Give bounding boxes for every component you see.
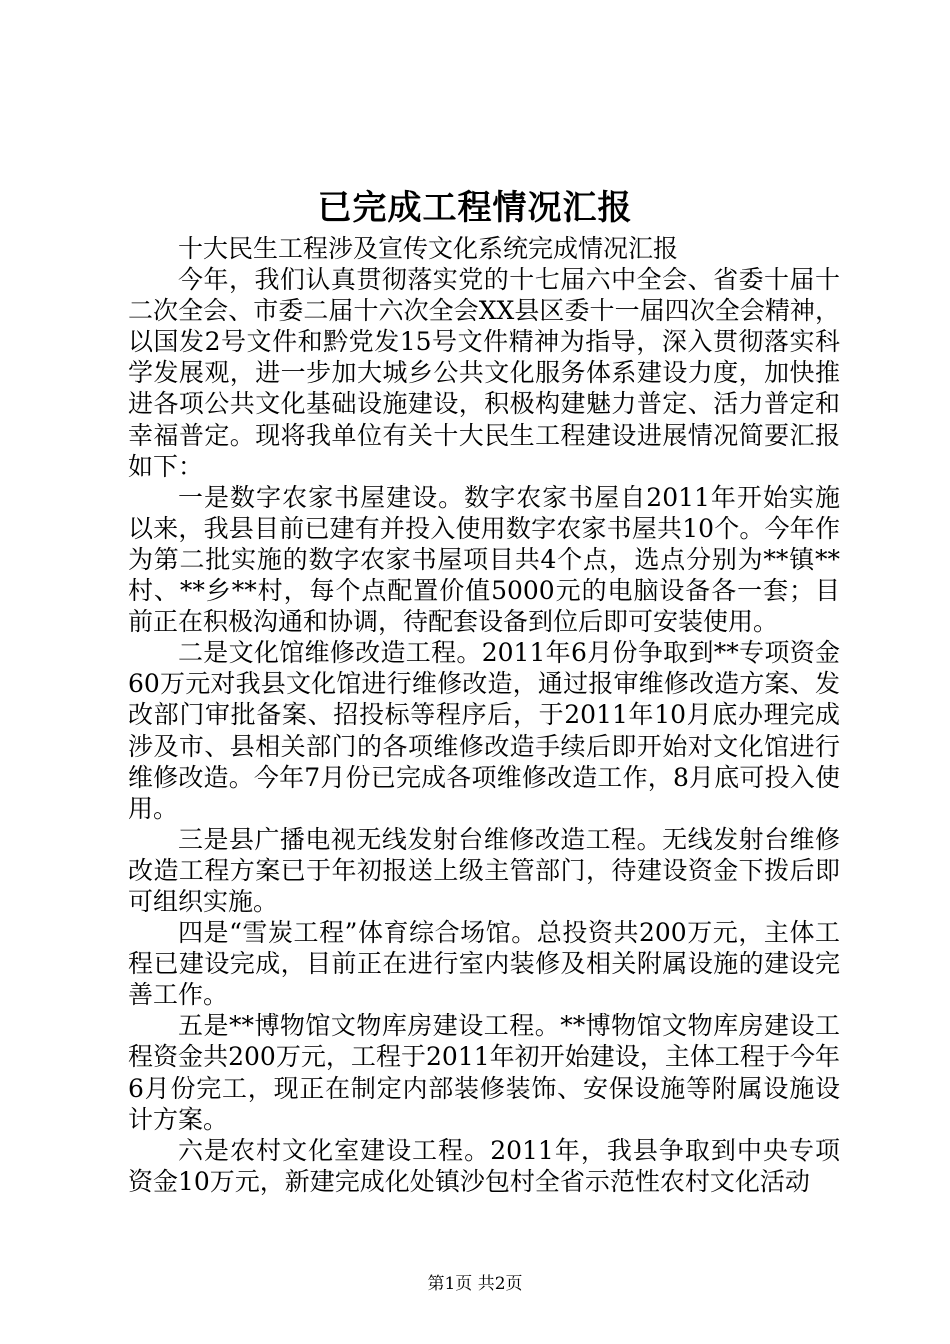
paragraph-item-1: 一是数字农家书屋建设。数字农家书屋自2011年开始实施以来，我县目前已建有并投入使用数字农家书屋共10个。今年作为第二批实施的数字农家书屋项目共4个点，选点分别为**镇**村、**乡**村，每个点配置价值5000元的电脑设备各一套；目前正在积极沟通和协调，待配套设备到位后即可安装使用。 [128,482,840,637]
paragraph-item-5: 五是**博物馆文物库房建设工程。**博物馆文物库房建设工程资金共200万元，工程于2011年初开始建设，主体工程于今年6月份完工，现正在制定内部装修装饰、安保设施等附属设施设计方案。 [128,1011,840,1134]
page-number-footer: 第1页 共2页 [427,1274,523,1294]
document-title: 已完成工程情况汇报 [317,188,633,228]
paragraph-item-3: 三是县广播电视无线发射台维修改造工程。无线发射台维修改造工程方案已于年初报送上级主管部门，待建设资金下拨后即可组织实施。 [128,824,840,916]
paragraph-subtitle: 十大民生工程涉及宣传文化系统完成情况汇报 [178,234,679,263]
paragraph-item-2: 二是文化馆维修改造工程。2011年6月份争取到**专项资金60万元对我县文化馆进行维修改造，通过报审维修改造方案、发改部门审批备案、招投标等程序后，于2011年10月底办理完成涉及市、县相关部门的各项维修改造手续后即开始对文化馆进行维修改造。今年7月份已完成各项维修改造工作，8月底可投入使用。 [128,638,840,823]
paragraph-item-6: 六是农村文化室建设工程。2011年，我县争取到中央专项资金10万元，新建完成化处镇沙包村全省示范性农村文化活动 [128,1135,840,1196]
paragraph-item-4: 四是“雪炭工程”体育综合场馆。总投资共200万元，主体工程已建设完成，目前正在进行室内装修及相关附属设施的建设完善工作。 [128,918,840,1010]
paragraph-intro: 今年，我们认真贯彻落实党的十七届六中全会、省委十届十二次全会、市委二届十六次全会XX县区委十一届四次全会精神，以国发2号文件和黔党发15号文件精神为指导，深入贯彻落实科学发展观，进一步加大城乡公共文化服务体系建设力度，加快推进各项公共文化基础设施建设，积极构建魅力普定、活力普定和幸福普定。现将我单位有关十大民生工程建设进展情况简要汇报如下： [128,265,840,481]
document-body [128,233,840,1197]
